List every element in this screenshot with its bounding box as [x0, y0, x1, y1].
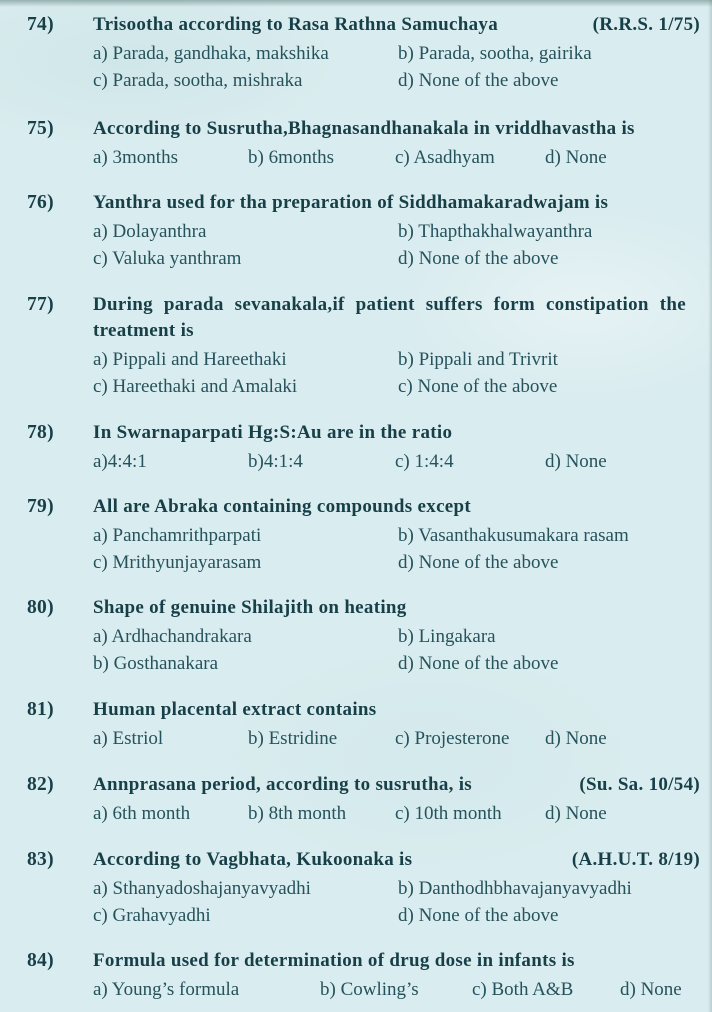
option-text: b) Cowling’s: [320, 979, 419, 1000]
option-text: a) Pippali and Hareethaki: [93, 349, 287, 370]
option-text: c) 1:4:4: [395, 451, 454, 472]
question-text: Human placental extract contains: [93, 699, 377, 720]
question-text: Shape of genuine Shilajith on heating: [93, 597, 407, 618]
question-item-81: [0, 697, 712, 752]
question-reference: (R.R.S. 1/75): [592, 14, 700, 35]
question-reference: (A.H.U.T. 8/19): [571, 849, 700, 870]
question-text: In Swarnaparpati Hg:S:Au are in the ratio: [93, 422, 453, 443]
question-text: During parada sevanakala,if patient suffers form constipation the treatment is: [93, 294, 686, 341]
option-text: a) Dolayanthra: [93, 221, 207, 242]
question-number: 74): [27, 14, 54, 35]
option-text: a) Estriol: [93, 728, 164, 749]
option-text: c) None of the above: [398, 376, 558, 397]
option-text: d) None of the above: [398, 905, 559, 926]
option-text: c) Both A&B: [472, 979, 574, 1000]
option-text: a) Panchamrithparpati: [93, 525, 262, 546]
question-item-77: [0, 292, 712, 400]
option-text: b) Pippali and Trivrit: [398, 349, 558, 370]
question-item-79: [0, 494, 712, 576]
question-text: Annprasana period, according to susrutha, is: [93, 774, 473, 795]
option-text: c) Grahavyadhi: [93, 905, 211, 926]
option-text: a) 6th month: [93, 803, 191, 824]
question-reference: (Su. Sa. 10/54): [579, 774, 700, 795]
option-text: b) 6months: [248, 147, 335, 168]
option-text: a) 3months: [93, 147, 178, 168]
option-text: b)4:1:4: [248, 451, 303, 472]
option-text: c) 10th month: [395, 803, 502, 824]
option-text: d) None: [620, 979, 682, 1000]
question-text: Yanthra used for tha preparation of Siddhamakaradwajam is: [93, 192, 609, 213]
option-text: b) 8th month: [248, 803, 347, 824]
option-text: c) Asadhyam: [395, 147, 495, 168]
option-text: b) Parada, sootha, gairika: [398, 43, 592, 64]
option-text: d) None: [545, 147, 607, 168]
question-item-84: [0, 948, 712, 1003]
question-item-75: [0, 116, 712, 171]
option-text: c) Projesterone: [395, 728, 510, 749]
option-text: a) Parada, gandhaka, makshika: [93, 43, 329, 64]
option-text: a) Ardhachandrakara: [93, 626, 252, 647]
question-item-82: [0, 772, 712, 827]
question-item-80: [0, 595, 712, 677]
option-text: a) Young’s formula: [93, 979, 240, 1000]
question-number: 76): [27, 192, 54, 213]
question-number: 81): [27, 699, 54, 720]
question-text: Formula used for determination of drug dose in infants is: [93, 950, 575, 971]
option-text: c) Mrithyunjayarasam: [93, 552, 262, 573]
question-number: 82): [27, 774, 54, 795]
question-item-78: [0, 420, 712, 475]
question-number: 79): [27, 496, 54, 517]
option-text: d) None: [545, 803, 607, 824]
question-number: 84): [27, 950, 54, 971]
option-text: c) Parada, sootha, mishraka: [93, 70, 303, 91]
option-text: d) None of the above: [398, 653, 559, 674]
question-item-74: [0, 12, 712, 94]
question-item-76: [0, 190, 712, 272]
question-number: 75): [27, 118, 54, 139]
option-text: c) Hareethaki and Amalaki: [93, 376, 298, 397]
question-text: All are Abraka containing compounds except: [93, 496, 472, 517]
option-text: b) Estridine: [248, 728, 338, 749]
option-text: d) None: [545, 728, 607, 749]
option-text: b) Gosthanakara: [93, 653, 219, 674]
option-text: d) None of the above: [398, 248, 559, 269]
question-text: According to Susrutha,Bhagnasandhanakala in vriddhavastha is: [93, 118, 635, 139]
question-item-83: [0, 847, 712, 929]
question-number: 77): [27, 294, 54, 315]
option-text: b) Vasanthakusumakara rasam: [398, 525, 629, 546]
option-text: b) Lingakara: [398, 626, 496, 647]
question-text: Trisootha according to Rasa Rathna Samuchaya: [93, 14, 499, 35]
scan-edge-top: [0, 0, 712, 7]
option-text: d) None of the above: [398, 552, 559, 573]
question-number: 80): [27, 597, 54, 618]
question-number: 78): [27, 422, 54, 443]
question-number: 83): [27, 849, 54, 870]
option-text: a) Sthanyadoshajanyavyadhi: [93, 878, 311, 899]
option-text: d) None: [545, 451, 607, 472]
option-text: b) Danthodhbhavajanyavyadhi: [398, 878, 632, 899]
option-text: a)4:4:1: [93, 451, 147, 472]
option-text: d) None of the above: [398, 70, 559, 91]
question-text: According to Vagbhata, Kukoonaka is: [93, 849, 413, 870]
option-text: c) Valuka yanthram: [93, 248, 242, 269]
option-text: b) Thapthakhalwayanthra: [398, 221, 593, 242]
